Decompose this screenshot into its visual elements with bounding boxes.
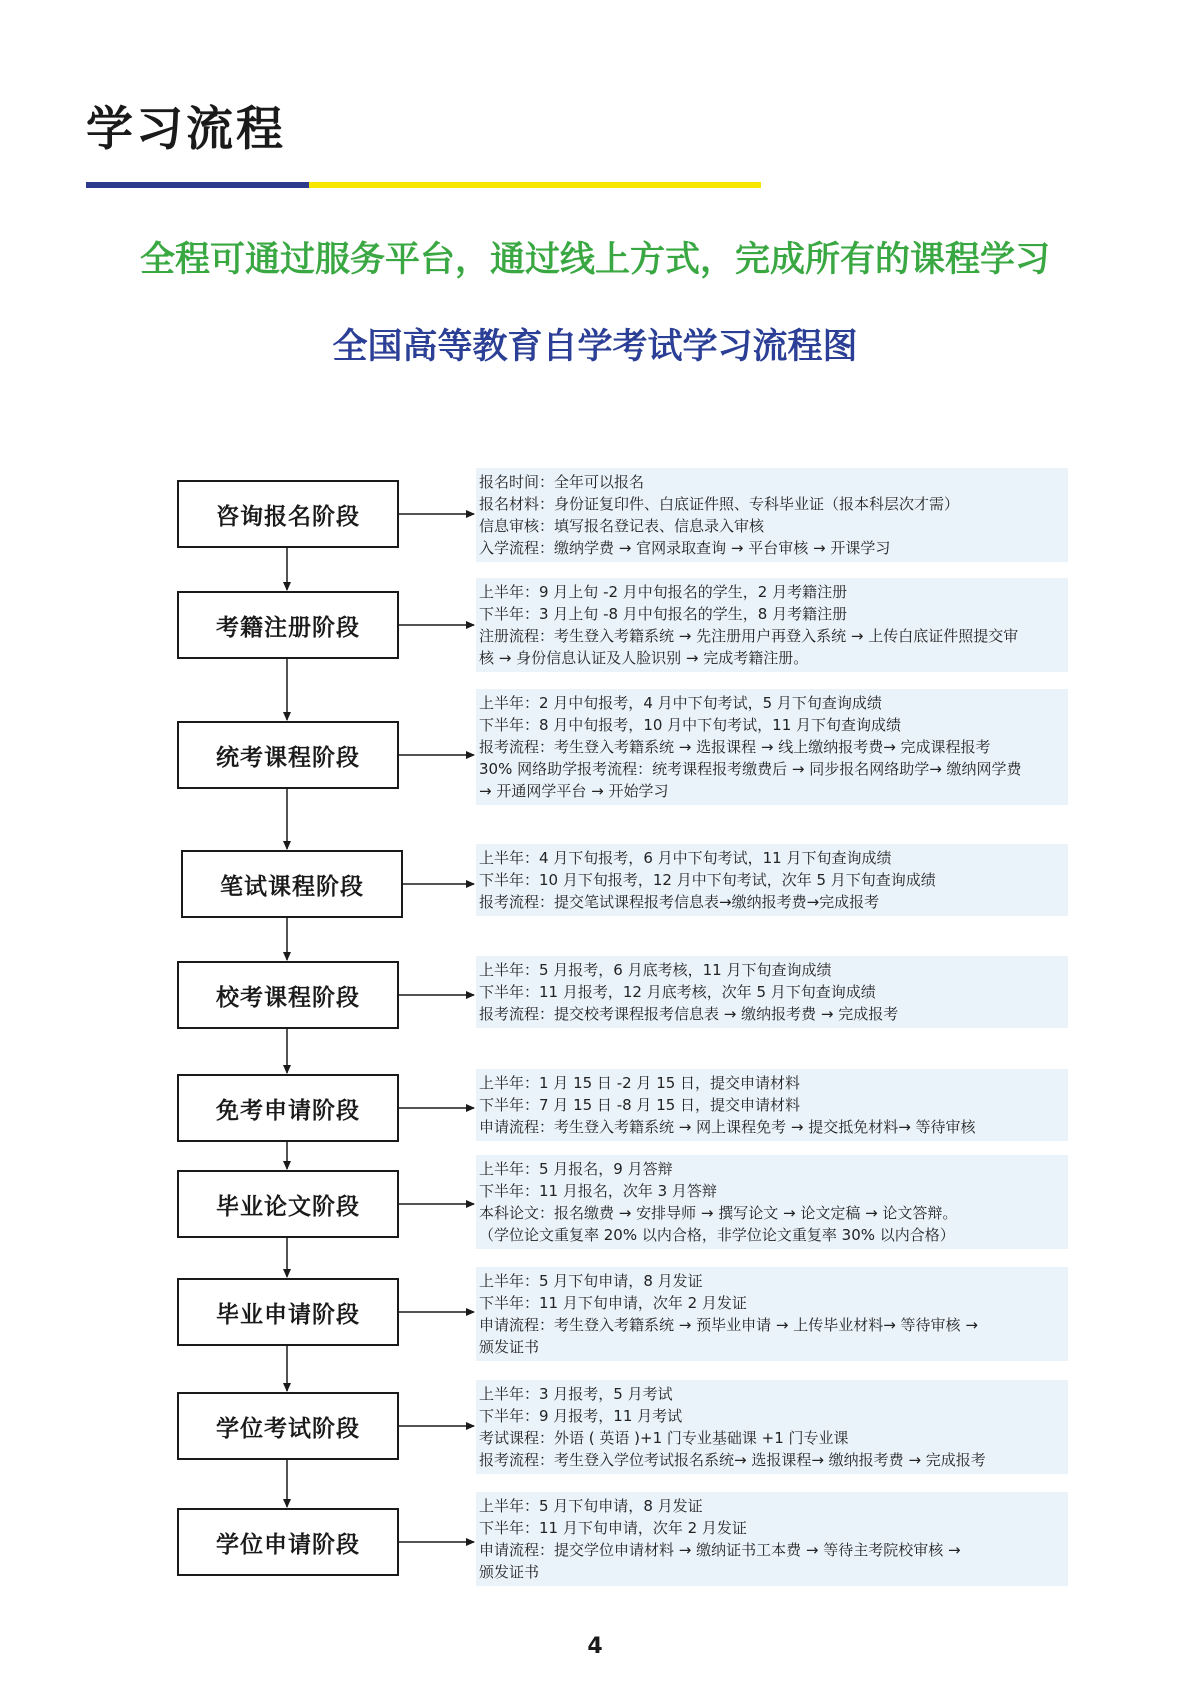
- stage-detail-line: 下半年：7 月 15 日 -8 月 15 日，提交申请材料: [479, 1096, 801, 1114]
- stage-detail-line: 报考流程：考生登入考籍系统 → 选报课程 → 线上缴纳报考费→ 完成课程报考: [479, 738, 991, 756]
- stage-detail-line: 上半年：3 月报考，5 月考试: [479, 1385, 673, 1403]
- stage-details: [476, 1380, 1068, 1474]
- stage-detail-line: 报考流程：提交校考课程报考信息表 → 缴纳报考费 → 完成报考: [479, 1005, 899, 1023]
- stage-detail-line: 下半年：8 月中旬报考，10 月中下旬考试，11 月下旬查询成绩: [479, 716, 902, 734]
- stage-box: 考籍注册阶段: [177, 591, 399, 659]
- diagram-title: 全国高等教育自学考试学习流程图: [332, 327, 858, 367]
- page-heading: 学习流程: [86, 102, 286, 157]
- stage-detail-line: 颁发证书: [479, 1338, 540, 1356]
- stage-detail-line: 报考流程：考生登入学位考试报名系统→ 选报课程→ 缴纳报考费 → 完成报考: [479, 1451, 986, 1469]
- stage-detail-line: 考试课程：外语 ( 英语 )+1 门专业基础课 +1 门专业课: [479, 1429, 849, 1447]
- stage-detail-line: 报名时间：全年可以报名: [479, 473, 645, 491]
- stage-detail-line: 上半年：2 月中旬报考，4 月中下旬考试，5 月下旬查询成绩: [479, 694, 882, 712]
- stage-details: [476, 689, 1068, 805]
- page-number: 4: [587, 1634, 603, 1659]
- stage-details: [476, 1069, 1068, 1141]
- stage-detail-line: 上半年：4 月下旬报考，6 月中下旬考试，11 月下旬查询成绩: [479, 849, 892, 867]
- stage-box: 校考课程阶段: [177, 961, 399, 1029]
- stage-detail-line: 颁发证书: [479, 1563, 540, 1581]
- stage-detail-line: 申请流程：考生登入考籍系统 → 预毕业申请 → 上传毕业材料→ 等待审核 →: [479, 1316, 978, 1334]
- stage-detail-line: 上半年：1 月 15 日 -2 月 15 日，提交申请材料: [479, 1074, 801, 1092]
- stage-detail-line: 申请流程：提交学位申请材料 → 缴纳证书工本费 → 等待主考院校审核 →: [479, 1541, 961, 1559]
- subtitle: 全程可通过服务平台，通过线上方式，完成所有的课程学习: [139, 240, 1050, 280]
- stage-details: [476, 1267, 1068, 1361]
- stage-detail-line: → 开通网学平台 → 开始学习: [479, 782, 669, 800]
- stage-box: 免考申请阶段: [177, 1074, 399, 1142]
- stage-box: 毕业论文阶段: [177, 1170, 399, 1238]
- stage-details: [476, 956, 1068, 1028]
- stage-detail-line: 下半年：11 月报考，12 月底考核，次年 5 月下旬查询成绩: [479, 983, 876, 1001]
- stage-box: 笔试课程阶段: [181, 850, 403, 918]
- stage-detail-line: 下半年：10 月下旬报考，12 月中下旬考试，次年 5 月下旬查询成绩: [479, 871, 936, 889]
- stage-details: [476, 1492, 1068, 1586]
- stage-detail-line: 下半年：11 月下旬申请，次年 2 月发证: [479, 1519, 747, 1537]
- stage-details: [476, 1155, 1068, 1249]
- stage-details: [476, 468, 1068, 562]
- stage-detail-line: （学位论文重复率 20% 以内合格，非学位论文重复率 30% 以内合格）: [479, 1226, 955, 1244]
- stage-detail-line: 注册流程：考生登入考籍系统 → 先注册用户再登入系统 → 上传白底证件照提交审: [479, 627, 1019, 645]
- stage-detail-line: 本科论文：报名缴费 → 安排导师 → 撰写论文 → 论文定稿 → 论文答辩。: [479, 1204, 958, 1222]
- stage-details: [476, 578, 1068, 672]
- stage-detail-line: 下半年：11 月报名，次年 3 月答辩: [479, 1182, 717, 1200]
- stage-box: 学位考试阶段: [177, 1392, 399, 1460]
- stage-box: 毕业申请阶段: [177, 1278, 399, 1346]
- stage-detail-line: 核 → 身份信息认证及人脸识别 → 完成考籍注册。: [479, 649, 809, 667]
- stage-detail-line: 信息审核：填写报名登记表、信息录入审核: [479, 517, 765, 535]
- stage-detail-line: 入学流程：缴纳学费 → 官网录取查询 → 平台审核 → 开课学习: [479, 539, 891, 557]
- stage-details: [476, 844, 1068, 916]
- stage-detail-line: 下半年：9 月报考，11 月考试: [479, 1407, 683, 1425]
- stage-detail-line: 报考流程：提交笔试课程报考信息表→缴纳报考费→完成报考: [479, 893, 880, 911]
- stage-detail-line: 下半年：11 月下旬申请，次年 2 月发证: [479, 1294, 747, 1312]
- stage-detail-line: 上半年：9 月上旬 -2 月中旬报名的学生，2 月考籍注册: [479, 583, 848, 601]
- stage-detail-line: 上半年：5 月下旬申请，8 月发证: [479, 1272, 703, 1290]
- stage-detail-line: 下半年：3 月上旬 -8 月中旬报名的学生，8 月考籍注册: [479, 605, 848, 623]
- stage-box: 咨询报名阶段: [177, 480, 399, 548]
- stage-detail-line: 报名材料：身份证复印件、白底证件照、专科毕业证（报本科层次才需）: [479, 495, 960, 513]
- stage-detail-line: 申请流程：考生登入考籍系统 → 网上课程免考 → 提交抵免材料→ 等待审核: [479, 1118, 976, 1136]
- stage-box: 学位申请阶段: [177, 1508, 399, 1576]
- stage-box: 统考课程阶段: [177, 721, 399, 789]
- stage-detail-line: 上半年：5 月报考，6 月底考核，11 月下旬查询成绩: [479, 961, 832, 979]
- stage-detail-line: 上半年：5 月下旬申请，8 月发证: [479, 1497, 703, 1515]
- stage-detail-line: 上半年：5 月报名，9 月答辩: [479, 1160, 673, 1178]
- stage-detail-line: 30% 网络助学报考流程：统考课程报考缴费后 → 同步报名网络助学→ 缴纳网学费: [479, 760, 1022, 778]
